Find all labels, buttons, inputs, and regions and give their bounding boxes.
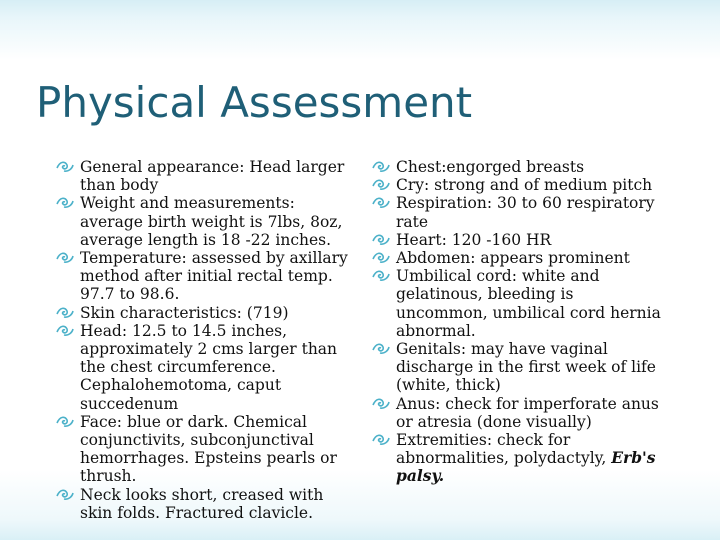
flourish-bullet-icon bbox=[372, 341, 390, 357]
list-item bbox=[370, 176, 664, 194]
list-item-text: Skin characteristics: (719) bbox=[80, 303, 289, 322]
flourish-bullet-icon bbox=[372, 250, 390, 266]
list-item-text: Head: 12.5 to 14.5 inches, approximately 2 cms larger than the chest circumference. Cephalohemotoma, caput succedenum bbox=[80, 321, 338, 413]
right-column bbox=[370, 158, 664, 486]
list-item bbox=[370, 231, 664, 249]
list-item bbox=[54, 322, 350, 413]
flourish-bullet-icon bbox=[372, 177, 390, 193]
list-item bbox=[54, 249, 350, 304]
list-item-text: General appearance: Head larger than body bbox=[80, 158, 345, 195]
left-bullet-list bbox=[54, 158, 350, 522]
list-item-text: Chest:engorged breasts bbox=[396, 158, 585, 176]
list-item bbox=[54, 158, 350, 194]
list-item bbox=[370, 249, 664, 267]
flourish-bullet-icon bbox=[56, 487, 74, 503]
flourish-bullet-icon bbox=[372, 195, 390, 211]
list-item bbox=[54, 486, 350, 522]
flourish-bullet-icon bbox=[372, 268, 390, 284]
list-item bbox=[370, 267, 664, 340]
list-item-text: Respiration: 30 to 60 respiratory rate bbox=[396, 194, 655, 231]
flourish-bullet-icon bbox=[56, 195, 74, 211]
list-item bbox=[370, 431, 664, 486]
right-bullet-list bbox=[370, 158, 664, 486]
list-item bbox=[370, 340, 664, 395]
flourish-bullet-icon bbox=[56, 323, 74, 339]
flourish-bullet-icon bbox=[56, 305, 74, 321]
flourish-bullet-icon bbox=[372, 396, 390, 412]
list-item-text: Abdomen: appears prominent bbox=[396, 249, 630, 268]
flourish-bullet-icon bbox=[56, 159, 74, 175]
list-item bbox=[370, 395, 664, 431]
list-item bbox=[54, 304, 350, 322]
flourish-bullet-icon bbox=[56, 250, 74, 266]
slide-title: Physical Assessment bbox=[36, 78, 473, 127]
list-item-text: Weight and measurements: average birth weight is 7lbs, 8oz, average length is 18 -22 inches. bbox=[80, 194, 343, 249]
list-item bbox=[54, 194, 350, 249]
list-item-text: Extremities: check for abnormalities, polydactyly, bbox=[396, 431, 612, 468]
left-column bbox=[54, 158, 350, 522]
list-item-text: Cry: strong and of medium pitch bbox=[396, 176, 653, 195]
list-item-text: Neck looks short, creased with skin folds. Fractured clavicle. bbox=[80, 485, 324, 522]
flourish-bullet-icon bbox=[56, 414, 74, 430]
list-item-text: Umbilical cord: white and gelatinous, bleeding is uncommon, umbilical cord hernia abnormal. bbox=[396, 267, 661, 340]
flourish-bullet-icon bbox=[372, 232, 390, 248]
list-item-emphasis: Erb's palsy. bbox=[396, 448, 656, 486]
flourish-bullet-icon bbox=[372, 432, 390, 448]
list-item-text: Face: blue or dark. Chemical conjunctivits, subconjunctival hemorrhages. Epsteins pearls or thrush. bbox=[80, 412, 337, 486]
list-item-text: Heart: 120 -160 HR bbox=[396, 230, 552, 249]
list-item bbox=[370, 158, 664, 176]
flourish-bullet-icon bbox=[372, 159, 390, 175]
list-item bbox=[370, 194, 664, 230]
list-item-text: Anus: check for imperforate anus or atresia (done visually) bbox=[396, 394, 659, 431]
list-item-text: Genitals: may have vaginal discharge in the first week of life (white, thick) bbox=[396, 340, 656, 395]
list-item bbox=[54, 413, 350, 486]
list-item-text: Temperature: assessed by axillary method after initial rectal temp. 97.7 to 98.6. bbox=[80, 249, 348, 304]
